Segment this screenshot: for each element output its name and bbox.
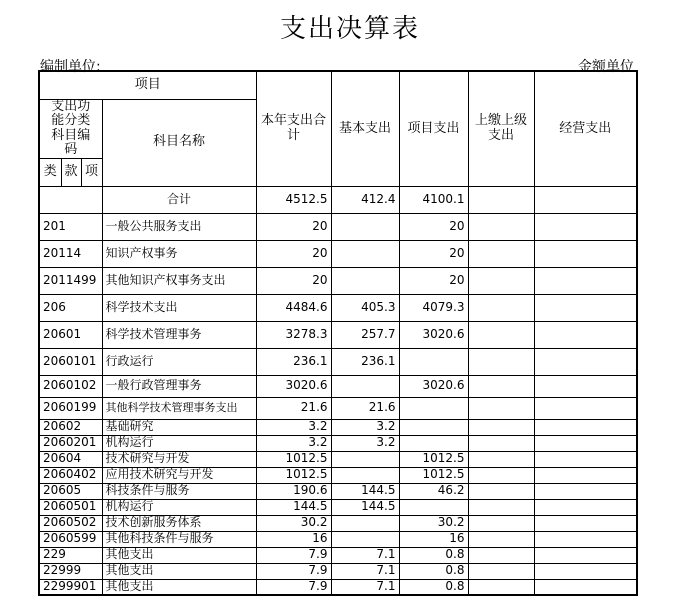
- row-business: [534, 267, 637, 294]
- row-total: 1012.5: [256, 467, 331, 483]
- row-upper: [468, 563, 534, 579]
- table-row: [39, 419, 637, 435]
- row-basic: 3.2: [331, 435, 399, 451]
- row-business: [534, 531, 637, 547]
- row-code: 2060102: [39, 375, 102, 397]
- row-basic: [331, 531, 399, 547]
- row-name: 其他支出: [102, 563, 256, 579]
- row-code: 20601: [39, 321, 102, 348]
- row-total: 3.2: [256, 435, 331, 451]
- row-basic: 412.4: [331, 186, 399, 213]
- row-total: 3020.6: [256, 375, 331, 397]
- row-basic: 257.7: [331, 321, 399, 348]
- row-upper: [468, 547, 534, 563]
- expenditure-table-container: [38, 70, 612, 594]
- row-business: [534, 435, 637, 451]
- row-business: [534, 186, 637, 213]
- row-code: 2060199: [39, 397, 102, 419]
- header-total: 本年支出合计: [256, 71, 331, 186]
- row-total: 16: [256, 531, 331, 547]
- header-upper: 上缴上级支出: [468, 71, 534, 186]
- header-name: 科目名称: [102, 99, 256, 186]
- row-name: 科技条件与服务: [102, 483, 256, 499]
- row-project: 4079.3: [399, 294, 468, 321]
- row-name: 应用技术研究与开发: [102, 467, 256, 483]
- row-total: 4484.6: [256, 294, 331, 321]
- row-code: [39, 186, 102, 213]
- table-row: [39, 397, 637, 419]
- row-total: 236.1: [256, 348, 331, 375]
- row-basic: [331, 467, 399, 483]
- row-upper: [468, 435, 534, 451]
- row-upper: [468, 186, 534, 213]
- row-business: [534, 515, 637, 531]
- row-project: 1012.5: [399, 467, 468, 483]
- row-project: 20: [399, 240, 468, 267]
- row-basic: 236.1: [331, 348, 399, 375]
- row-project: 16: [399, 531, 468, 547]
- row-project: 30.2: [399, 515, 468, 531]
- row-name: 机构运行: [102, 435, 256, 451]
- row-name: 合计: [102, 186, 256, 213]
- row-total: 21.6: [256, 397, 331, 419]
- row-name: 一般公共服务支出: [102, 213, 256, 240]
- row-business: [534, 213, 637, 240]
- row-code: 2060402: [39, 467, 102, 483]
- table-row: [39, 451, 637, 467]
- row-project: [399, 348, 468, 375]
- row-upper: [468, 294, 534, 321]
- row-name: 其他知识产权事务支出: [102, 267, 256, 294]
- row-project: 46.2: [399, 483, 468, 499]
- table-row: [39, 240, 637, 267]
- row-business: [534, 397, 637, 419]
- row-code: 20605: [39, 483, 102, 499]
- row-basic: [331, 515, 399, 531]
- row-project: 3020.6: [399, 321, 468, 348]
- compiling-unit-label: 编制单位:: [40, 59, 101, 75]
- row-code: 2060101: [39, 348, 102, 375]
- money-unit-label: 金额单位: [578, 59, 634, 75]
- row-code: 2011499: [39, 267, 102, 294]
- row-project: 1012.5: [399, 451, 468, 467]
- table-row: [39, 579, 637, 595]
- row-upper: [468, 240, 534, 267]
- row-upper: [468, 483, 534, 499]
- row-basic: [331, 213, 399, 240]
- row-upper: [468, 267, 534, 294]
- table-row: [39, 186, 637, 213]
- row-business: [534, 499, 637, 515]
- row-business: [534, 483, 637, 499]
- row-project: [399, 397, 468, 419]
- row-name: 知识产权事务: [102, 240, 256, 267]
- row-project: [399, 419, 468, 435]
- row-upper: [468, 531, 534, 547]
- row-name: 行政运行: [102, 348, 256, 375]
- header-lei: 类: [39, 158, 61, 186]
- row-code: 2299901: [39, 579, 102, 595]
- row-code: 20602: [39, 419, 102, 435]
- table-row: [39, 467, 637, 483]
- row-total: 30.2: [256, 515, 331, 531]
- row-code: 229: [39, 547, 102, 563]
- row-upper: [468, 499, 534, 515]
- row-upper: [468, 375, 534, 397]
- row-code: 206: [39, 294, 102, 321]
- table-row: [39, 348, 637, 375]
- row-code: 2060502: [39, 515, 102, 531]
- row-project: [399, 499, 468, 515]
- row-project: 0.8: [399, 579, 468, 595]
- row-code: 22999: [39, 563, 102, 579]
- row-name: 其他科技条件与服务: [102, 531, 256, 547]
- row-name: 技术研究与开发: [102, 451, 256, 467]
- row-basic: [331, 240, 399, 267]
- table-row: [39, 321, 637, 348]
- row-name: 其他支出: [102, 547, 256, 563]
- row-name: 科学技术管理事务: [102, 321, 256, 348]
- row-total: 20: [256, 213, 331, 240]
- row-name: 基础研究: [102, 419, 256, 435]
- header-basic: 基本支出: [331, 71, 399, 186]
- row-code: 20604: [39, 451, 102, 467]
- table-row: [39, 375, 637, 397]
- row-code: 2060201: [39, 435, 102, 451]
- row-basic: 144.5: [331, 483, 399, 499]
- row-code: 201: [39, 213, 102, 240]
- header-code: 支出功能分类科目编码: [39, 99, 102, 158]
- row-code: 20114: [39, 240, 102, 267]
- header-item: 项目: [39, 71, 256, 99]
- table-row: [39, 531, 637, 547]
- row-business: [534, 240, 637, 267]
- row-basic: 21.6: [331, 397, 399, 419]
- header-project: 项目支出: [399, 71, 468, 186]
- row-total: 7.9: [256, 547, 331, 563]
- row-basic: 3.2: [331, 419, 399, 435]
- row-upper: [468, 321, 534, 348]
- row-basic: 7.1: [331, 563, 399, 579]
- row-total: 7.9: [256, 579, 331, 595]
- row-project: 0.8: [399, 563, 468, 579]
- row-name: 其他科学技术管理事务支出: [102, 397, 256, 419]
- table-row: [39, 547, 637, 563]
- row-total: 3.2: [256, 419, 331, 435]
- table-row: [39, 563, 637, 579]
- row-total: 144.5: [256, 499, 331, 515]
- table-row: [39, 435, 637, 451]
- row-total: 1012.5: [256, 451, 331, 467]
- row-basic: [331, 375, 399, 397]
- row-code: 2060501: [39, 499, 102, 515]
- table-row: [39, 294, 637, 321]
- header-kuan: 款: [61, 158, 81, 186]
- table-row: [39, 515, 637, 531]
- row-business: [534, 348, 637, 375]
- row-basic: 405.3: [331, 294, 399, 321]
- row-total: 20: [256, 240, 331, 267]
- row-upper: [468, 515, 534, 531]
- row-project: [399, 435, 468, 451]
- row-total: 190.6: [256, 483, 331, 499]
- row-code: 2060599: [39, 531, 102, 547]
- row-total: 4512.5: [256, 186, 331, 213]
- header-business: 经营支出: [534, 71, 637, 186]
- row-business: [534, 375, 637, 397]
- row-business: [534, 321, 637, 348]
- row-name: 技术创新服务体系: [102, 515, 256, 531]
- row-upper: [468, 451, 534, 467]
- row-business: [534, 563, 637, 579]
- row-upper: [468, 397, 534, 419]
- row-project: 20: [399, 267, 468, 294]
- row-total: 3278.3: [256, 321, 331, 348]
- row-total: 20: [256, 267, 331, 294]
- row-project: 4100.1: [399, 186, 468, 213]
- table-row: [39, 483, 637, 499]
- row-upper: [468, 419, 534, 435]
- row-basic: 144.5: [331, 499, 399, 515]
- row-business: [534, 579, 637, 595]
- row-name: 科学技术支出: [102, 294, 256, 321]
- row-upper: [468, 467, 534, 483]
- table-row: [39, 267, 637, 294]
- row-upper: [468, 348, 534, 375]
- row-business: [534, 547, 637, 563]
- row-business: [534, 294, 637, 321]
- row-business: [534, 419, 637, 435]
- row-basic: [331, 267, 399, 294]
- row-name: 一般行政管理事务: [102, 375, 256, 397]
- table-row: [39, 213, 637, 240]
- row-total: 7.9: [256, 563, 331, 579]
- row-project: 0.8: [399, 547, 468, 563]
- row-upper: [468, 579, 534, 595]
- row-business: [534, 451, 637, 467]
- row-name: 其他支出: [102, 579, 256, 595]
- expenditure-table: [38, 70, 638, 596]
- row-business: [534, 467, 637, 483]
- page-title: 支出决算表: [279, 14, 420, 44]
- row-name: 机构运行: [102, 499, 256, 515]
- row-basic: 7.1: [331, 579, 399, 595]
- row-project: 20: [399, 213, 468, 240]
- header-xiang: 项: [81, 158, 102, 186]
- row-basic: [331, 451, 399, 467]
- row-basic: 7.1: [331, 547, 399, 563]
- row-project: 3020.6: [399, 375, 468, 397]
- table-row: [39, 499, 637, 515]
- row-upper: [468, 213, 534, 240]
